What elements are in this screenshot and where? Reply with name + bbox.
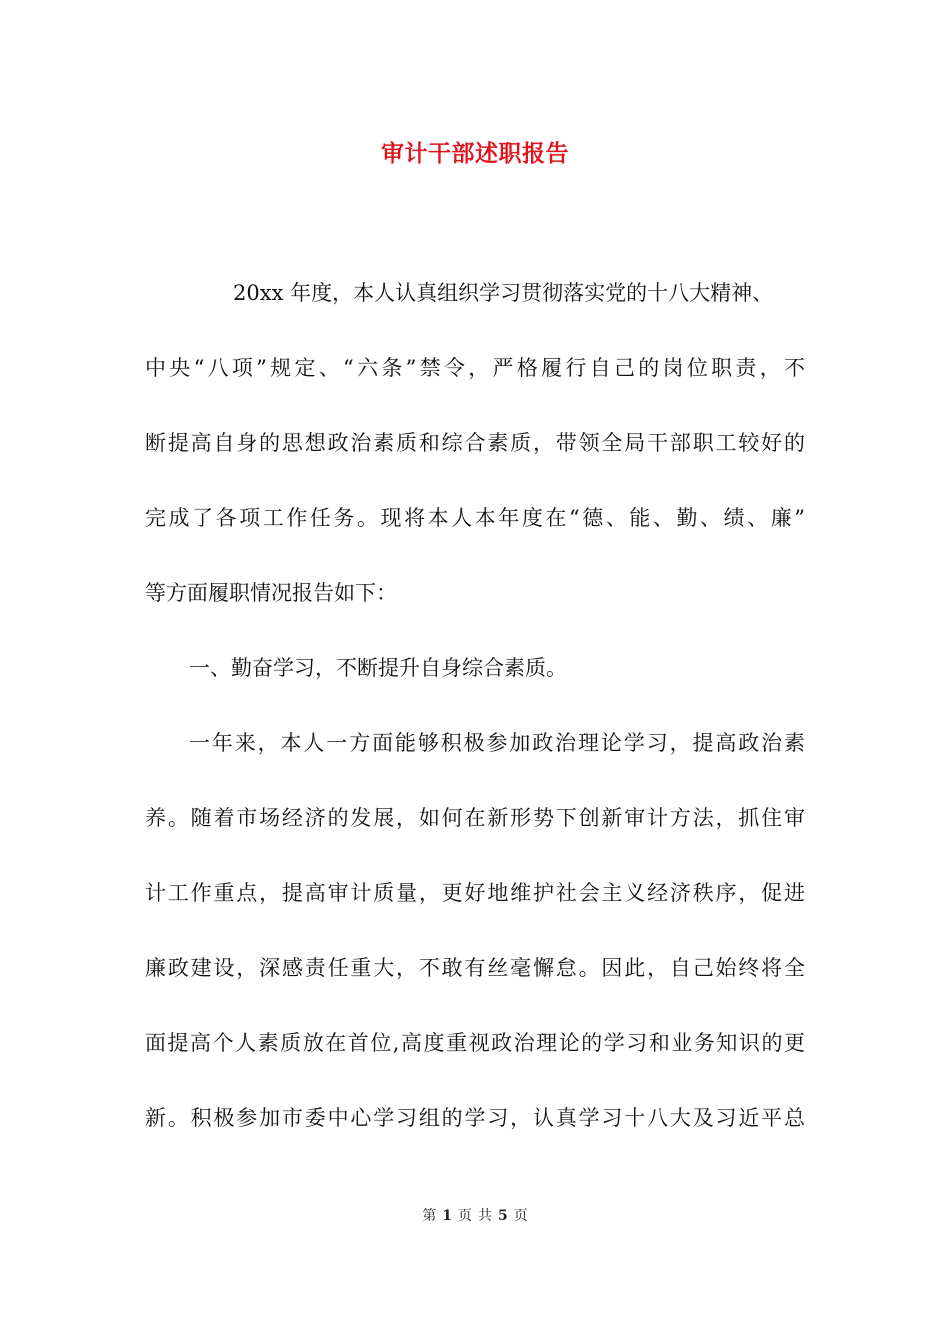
paragraph-line: 廉政建设，深感责任重大，不敢有丝毫懈怠。因此，自己始终将全: [145, 956, 805, 980]
footer-total-word: 共: [478, 1208, 492, 1224]
paragraph-line: 养。随着市场经济的发展，如何在新形势下创新审计方法，抓住审: [145, 806, 805, 830]
paragraph-line: 中央“八项”规定、“六条”禁令，严格履行自己的岗位职责，不: [145, 356, 805, 380]
paragraph-line: 计工作重点，提高审计质量，更好地维护社会主义经济秩序，促进: [145, 881, 805, 905]
page-footer: [0, 1206, 950, 1226]
paragraph-line: 断提高自身的思想政治素质和综合素质，带领全局干部职工较好的: [145, 431, 805, 455]
footer-prefix: 第: [422, 1208, 437, 1224]
paragraph-line: 一年来，本人一方面能够积极参加政治理论学习，提高政治素: [189, 731, 805, 755]
total-page-number: 5: [498, 1208, 508, 1224]
footer-suffix: 页: [513, 1208, 528, 1224]
paragraph-line: 面提高个人素质放在首位,高度重视政治理论的学习和业务知识的更: [145, 1031, 805, 1055]
paragraph-line: 20xx 年度，本人认真组织学习贯彻落实党的十八大精神、: [233, 281, 774, 305]
current-page-number: 1: [442, 1208, 452, 1224]
page-title: 审计干部述职报告: [381, 140, 569, 167]
paragraph-line: 新。积极参加市委中心学习组的学习，认真学习十八大及习近平总: [145, 1106, 805, 1130]
paragraph-line: 完成了各项工作任务。现将本人本年度在“德、能、勤、绩、廉”: [145, 506, 805, 530]
footer-page-word: 页: [458, 1208, 472, 1224]
paragraph-line: 等方面履职情况报告如下：: [145, 581, 397, 605]
section-heading: 一、勤奋学习，不断提升自身综合素质。: [189, 656, 567, 680]
